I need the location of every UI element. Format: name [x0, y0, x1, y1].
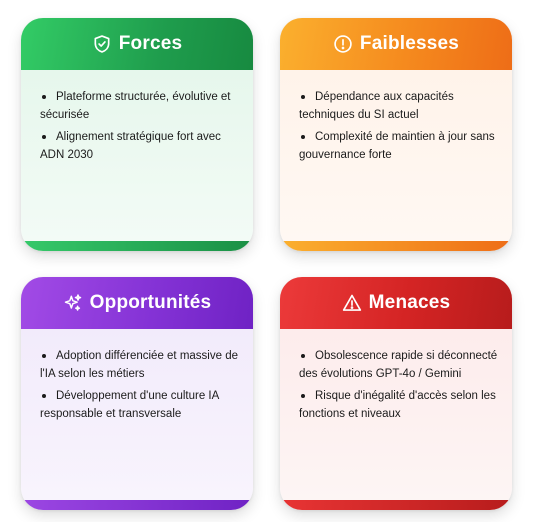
card-faiblesses	[280, 18, 512, 251]
card-body-faiblesses	[280, 70, 512, 241]
card-title: Forces	[118, 33, 183, 54]
card-footer-bar	[280, 241, 512, 251]
bullet-list	[21, 70, 253, 164]
bullet-list	[280, 70, 512, 164]
card-body-opportunites	[21, 329, 253, 500]
card-title: Menaces	[368, 292, 451, 313]
card-menaces	[280, 277, 512, 510]
alert-circle-icon	[333, 34, 353, 54]
list-item: Dépendance aux capacités techniques du SI actuel	[299, 88, 498, 124]
list-item: Plateforme structurée, évolutive et sécurisée	[40, 88, 239, 124]
card-title: Opportunités	[89, 292, 212, 313]
list-item: Alignement stratégique fort avec ADN 2030	[40, 128, 239, 164]
card-header-forces	[21, 18, 253, 70]
list-item: Obsolescence rapide si déconnecté des évolutions GPT-4o / Gemini	[299, 347, 498, 383]
card-opportunites	[21, 277, 253, 510]
sparkles-icon	[63, 293, 83, 313]
list-item: Développement d'une culture IA responsable et transversale	[40, 387, 239, 423]
list-item: Adoption différenciée et massive de l'IA selon les métiers	[40, 347, 239, 383]
card-footer-bar	[21, 241, 253, 251]
bullet-list	[21, 329, 253, 423]
card-title: Faiblesses	[359, 33, 460, 54]
list-item: Risque d'inégalité d'accès selon les fonctions et niveaux	[299, 387, 498, 423]
card-forces	[21, 18, 253, 251]
card-body-forces	[21, 70, 253, 241]
card-header-faiblesses	[280, 18, 512, 70]
card-header-opportunites	[21, 277, 253, 329]
shield-check-icon	[92, 34, 112, 54]
card-footer-bar	[21, 500, 253, 510]
warning-triangle-icon	[342, 293, 362, 313]
card-body-menaces	[280, 329, 512, 500]
card-header-menaces	[280, 277, 512, 329]
card-footer-bar	[280, 500, 512, 510]
bullet-list	[280, 329, 512, 423]
list-item: Complexité de maintien à jour sans gouvernance forte	[299, 128, 498, 164]
